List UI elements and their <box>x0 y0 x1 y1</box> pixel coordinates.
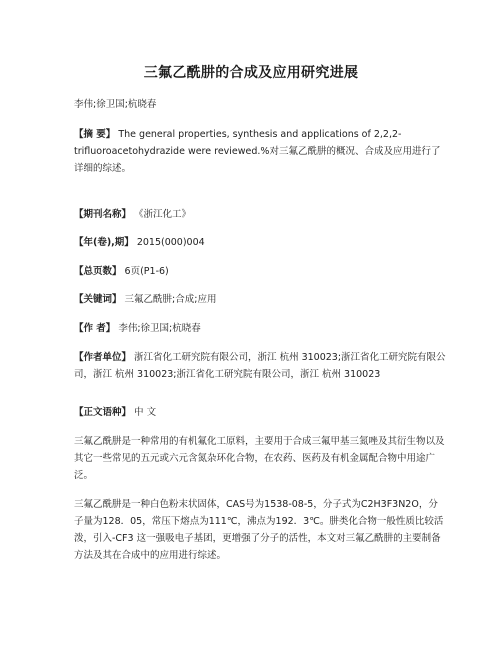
journal-label: 【期刊名称】 <box>74 209 132 220</box>
author-list: 李伟;徐卫国;杭晓春 <box>74 99 157 110</box>
journal-value: 《浙江化工》 <box>134 209 192 220</box>
abstract-text: The general properties, synthesis and applications of 2,2,2-trifluoroacetohydrazide were reviewed.%对三氟乙酰肼的概况、合成及应用进行了详细的综述。 <box>74 129 441 174</box>
pages-value: 6页(P1-6) <box>124 266 169 277</box>
keywords-row <box>74 291 446 308</box>
language-label: 【正文语种】 <box>74 407 132 418</box>
keywords-label: 【关键词】 <box>74 294 122 305</box>
journal-row <box>74 206 446 223</box>
language-value: 中 文 <box>134 407 157 418</box>
year-issue-value: 2015(000)004 <box>136 237 205 248</box>
document-title: 三氟乙酰肼的合成及应用研究进展 <box>143 65 359 81</box>
abstract-label: 【摘 要】 <box>74 129 116 140</box>
authors-value: 李伟;徐卫国;杭晓春 <box>118 323 201 334</box>
authors-label: 【作 者】 <box>74 323 116 334</box>
year-issue-row <box>74 234 446 251</box>
affiliation-row <box>74 349 446 383</box>
authors-row <box>74 320 446 337</box>
keywords-value: 三氟乙酰肼;合成;应用 <box>124 294 217 305</box>
affiliation-value: 浙江省化工研究院有限公司，浙江 杭州 310023;浙江省化工研究院有限公司，浙江 杭州 310023;浙江省化工研究院有限公司，浙江 杭州 310023 <box>74 352 446 380</box>
body-paragraph-1: 三氟乙酰肼是一种常用的有机氟化工原料，主要用于合成三氟甲基三氮唑及其衍生物以及其它一些常见的五元或六元含氮杂环化合物，在农药、医药及有机金属配合物中用途广泛。 <box>74 436 445 481</box>
language-row <box>74 404 446 421</box>
affiliation-label: 【作者单位】 <box>74 352 132 363</box>
abstract-section <box>74 126 446 177</box>
pages-label: 【总页数】 <box>74 266 122 277</box>
pages-row <box>74 263 446 280</box>
body-paragraph-2: 三氟乙酰肼是一种白色粉末状固体，CAS号为1538-08-5，分子式为C2H3F3N2O，分子量为128．05，常压下熔点为111℃，沸点为192．3℃。肼类化合物一般性质比较活泼，引入-CF3 这一强吸电子基团，更增强了分子的活性，本文对三氟乙酰肼的主要制备方法及其在合成中的应用进行综述。 <box>74 499 444 561</box>
year-issue-label: 【年(卷),期】 <box>74 237 134 248</box>
